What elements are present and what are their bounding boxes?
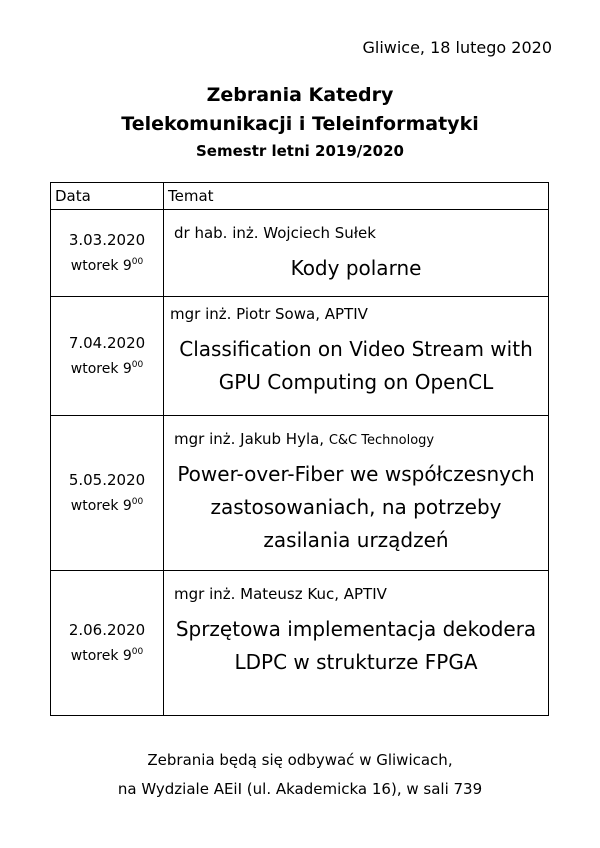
table-header-row [51,183,549,210]
talk-title: Sprzętowa implementacja dekodera LDPC w strukturze FPGA [175,617,537,674]
meeting-time [51,354,163,380]
meeting-date: 7.04.2020 [68,334,146,352]
footer-line-1: Zebrania będą się odbywać w Gliwicach, [147,751,453,769]
speaker-text: mgr inż. Jakub Hyla, [174,430,329,448]
meeting-time [51,491,163,517]
semester-line: Semestr letni 2019/2020 [195,142,404,160]
meeting-date: 2.06.2020 [68,621,146,639]
title-line-2: Telekomunikacji i Teleinformatyki [121,113,479,135]
table-row [51,297,549,416]
place-date: Gliwice, 18 lutego 2020 [362,38,552,57]
meeting-day: wtorek 9 [70,648,132,664]
topic-cell [164,571,549,716]
speaker-name [164,416,548,448]
talk-title: Kody polarne [290,256,422,280]
column-header-topic: Temat [164,183,549,210]
speaker-name [164,210,548,242]
topic-cell [164,416,549,571]
meeting-date: 3.03.2020 [68,231,146,249]
speaker-text: dr hab. inż. Wojciech Sułek [174,224,376,242]
meeting-time-minutes: 00 [131,647,144,657]
speaker-name [164,297,548,323]
meeting-day: wtorek 9 [70,361,132,377]
talk-title: Power-over-Fiber we współczesnych zastosowaniach, na potrzeby zasilania urządzeń [177,462,535,552]
topic-cell [164,210,549,297]
date-cell [51,210,164,297]
footer-line-2: na Wydziale AEiI (ul. Akademicka 16), w sali 739 [117,780,483,798]
meeting-day: wtorek 9 [70,258,132,274]
title-line-1: Zebrania Katedry [206,84,394,106]
meeting-time [51,641,163,667]
column-header-date: Data [51,183,164,210]
meeting-day: wtorek 9 [70,498,132,514]
topic-cell [164,297,549,416]
meeting-date: 5.05.2020 [68,471,146,489]
schedule-table [50,182,549,716]
date-cell [51,297,164,416]
date-cell [51,571,164,716]
talk-title: Classification on Video Stream with GPU Computing on OpenCL [179,337,533,394]
meeting-time-minutes: 00 [131,257,144,267]
table-row [51,210,549,297]
speaker-text: mgr inż. Mateusz Kuc, APTIV [174,585,387,603]
date-cell [51,416,164,571]
speaker-name [164,571,548,603]
meeting-time [51,251,163,277]
meeting-time-minutes: 00 [131,497,144,507]
speaker-company: C&C Technology [328,433,435,448]
meeting-time-minutes: 00 [131,360,144,370]
speaker-text: mgr inż. Piotr Sowa, APTIV [170,305,368,323]
table-row [51,416,549,571]
table-row [51,571,549,716]
